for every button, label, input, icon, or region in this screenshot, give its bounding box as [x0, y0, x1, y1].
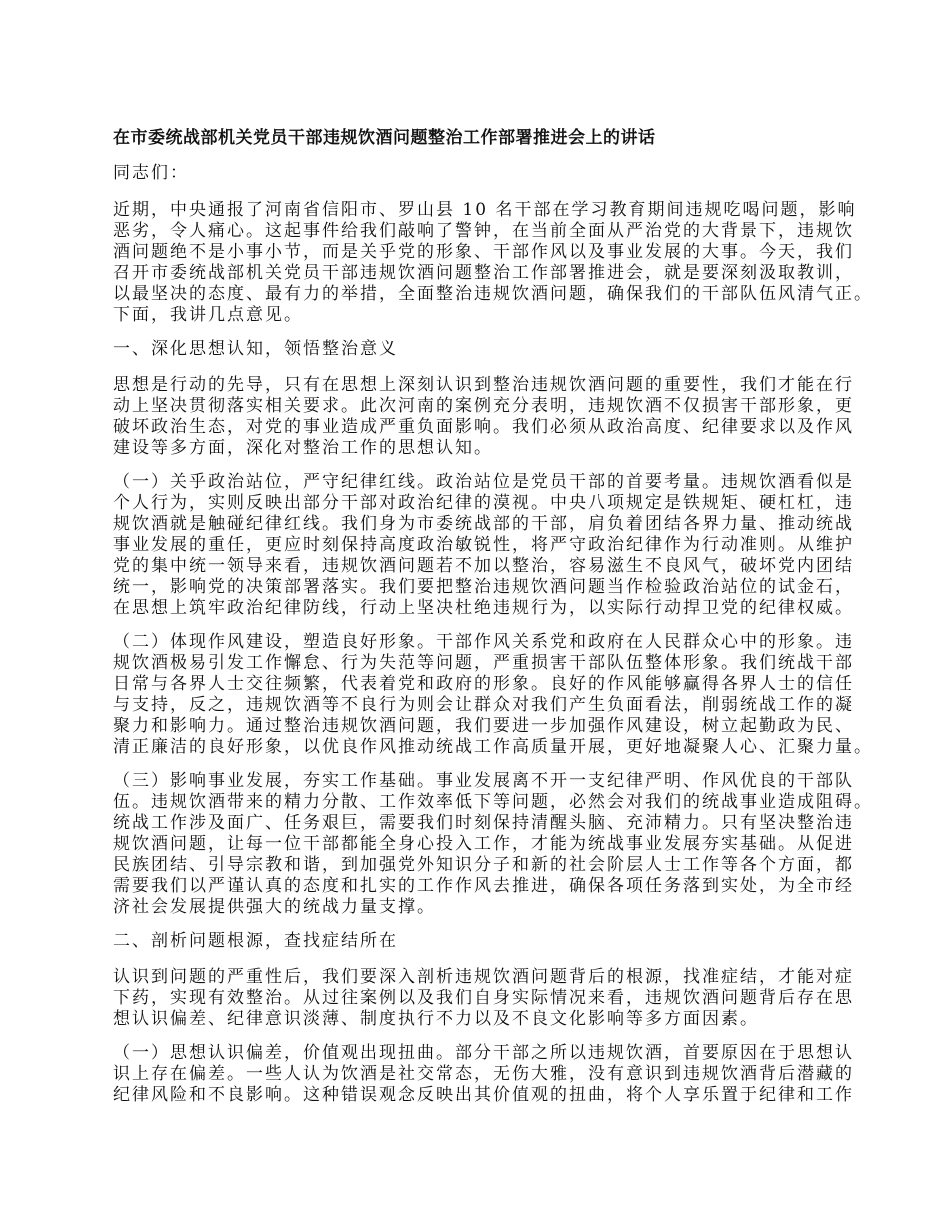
text-line: （一）关乎政治站位，严守纪律红线。政治站位是党员干部的首要考量。违规饮酒看似是 [113, 472, 854, 492]
text-line: 破坏政治生态，对党的事业造成严重负面影响。我们必须从政治高度、纪律要求以及作风 [113, 417, 854, 437]
section-heading [113, 339, 853, 360]
body-paragraph [113, 771, 873, 918]
text-line: 统一，影响党的决策部署落实。我们要把整治违规饮酒问题当作检验政治站位的试金石， [113, 577, 854, 597]
body-paragraph [113, 632, 873, 758]
text-line: 近期，中央通报了河南省信阳市、罗山县 10 名干部在学习教育期间违规吃喝问题，影响 [113, 200, 857, 220]
text-line: 下面，我讲几点意见。 [113, 305, 303, 325]
text-line: 规饮酒就是触碰纪律红线。我们身为市委统战部的干部，肩负着团结各界力量、推动统战 [113, 514, 854, 534]
text-line: 思想是行动的先导，只有在思想上深刻认识到整治违规饮酒问题的重要性，我们才能在行 [113, 375, 854, 395]
text-line: 在思想上筑牢政治纪律防线，行动上坚决杜绝违规行为，以实际行动捍卫党的纪律权威。 [113, 598, 854, 618]
document-page [113, 127, 873, 1119]
text-line: 事业发展的重任，更应时刻保持高度政治敏锐性，将严守政治纪律作为行动准则。从维护 [113, 535, 854, 555]
text-line: 二、剖析问题根源，查找症结所在 [113, 931, 398, 951]
text-line: 建设等多方面，深化对整治工作的思想认知。 [113, 438, 493, 458]
text-line: （三）影响事业发展，夯实工作基础。事业发展离不开一支纪律严明、作风优良的干部队 [113, 771, 854, 791]
text-line: 民族团结、引导宗教和谐，到加强党外知识分子和新的社会阶层人士工作等各个方面，都 [113, 855, 854, 875]
body-paragraph [113, 375, 853, 459]
body-paragraph [113, 967, 853, 1030]
text-line: 伍。违规饮酒带来的精力分散、工作效率低下等问题，必然会对我们的统战事业造成阻碍。 [113, 792, 873, 812]
text-line: 认识到问题的严重性后，我们要深入剖析违规饮酒问题背后的根源，找准症结，才能对症 [113, 967, 854, 987]
text-line: 规饮酒问题，让每一位干部都能全身心投入工作，才能为统战事业发展夯实基础。从促进 [113, 834, 854, 854]
document-title: 在市委统战部机关党员干部违规饮酒问题整治工作部署推进会上的讲话 [113, 128, 656, 148]
text-line: 召开市委统战部机关党员干部违规饮酒问题整治工作部署推进会，就是要深刻汲取教训， [113, 263, 854, 283]
body-paragraph [113, 472, 853, 619]
section-heading [113, 931, 853, 952]
text-line: 想认识偏差、纪律意识淡薄、制度执行不力以及不良文化影响等多方面因素。 [113, 1009, 759, 1029]
text-line: 纪律风险和不良影响。这种错误观念反映出其价值观的扭曲，将个人享乐置于纪律和工作 [113, 1085, 854, 1105]
text-line: 酒问题绝不是小事小节，而是关乎党的形象、干部作风以及事业发展的大事。今天，我们 [113, 242, 854, 262]
text-line: 清正廉洁的良好形象，以优良作风推动统战工作高质量开展，更好地凝聚人心、汇聚力量。 [113, 737, 873, 757]
text-line: 以最坚决的态度、最有力的举措，全面整治违规饮酒问题，确保我们的干部队伍风清气正。 [113, 284, 873, 304]
text-line: 动上坚决贯彻落实相关要求。此次河南的案例充分表明，违规饮酒不仅损害干部形象，更 [113, 396, 854, 416]
text-line: 党的集中统一领导来看，违规饮酒问题若不加以整治，容易滋生不良风气，破坏党内团结 [113, 556, 854, 576]
body-paragraph [113, 1043, 853, 1106]
text-line: 恶劣，令人痛心。这起事件给我们敲响了警钟，在当前全面从严治党的大背景下，违规饮 [113, 221, 854, 241]
text-line: 识上存在偏差。一些人认为饮酒是社交常态，无伤大雅，没有意识到违规饮酒背后潜藏的 [113, 1064, 854, 1084]
text-line: 规饮酒极易引发工作懈怠、行为失范等问题，严重损害干部队伍整体形象。我们统战干部 [113, 653, 854, 673]
text-line: （二）体现作风建设，塑造良好形象。干部作风关系党和政府在人民群众心中的形象。违 [113, 632, 854, 652]
text-line: 个人行为，实则反映出部分干部对政治纪律的漠视。中央八项规定是铁规矩、硬杠杠，违 [113, 493, 854, 513]
text-line: 济社会发展提供强大的统战力量支撑。 [113, 897, 436, 917]
text-line: 聚力和影响力。通过整治违规饮酒问题，我们要进一步加强作风建设，树立起勤政为民、 [113, 716, 854, 736]
text-line: 统战工作涉及面广、任务艰巨，需要我们时刻保持清醒头脑、充沛精力。只有坚决整治违 [113, 813, 854, 833]
text-line: 日常与各界人士交往频繁，代表着党和政府的形象。良好的作风能够赢得各界人士的信任 [113, 674, 854, 694]
salutation: 同志们： [113, 163, 189, 183]
text-line: 下药，实现有效整治。从过往案例以及我们自身实际情况来看，违规饮酒问题背后存在思 [113, 988, 854, 1008]
body-paragraph [113, 200, 873, 326]
document-body [113, 200, 873, 1106]
text-line: （一）思想认识偏差，价值观出现扭曲。部分干部之所以违规饮酒，首要原因在于思想认 [113, 1043, 854, 1063]
text-line: 一、深化思想认知，领悟整治意义 [113, 339, 398, 359]
text-line: 需要我们以严谨认真的态度和扎实的工作作风去推进，确保各项任务落到实处，为全市经 [113, 876, 854, 896]
text-line: 与支持，反之，违规饮酒等不良行为则会让群众对我们产生负面看法，削弱统战工作的凝 [113, 695, 854, 715]
